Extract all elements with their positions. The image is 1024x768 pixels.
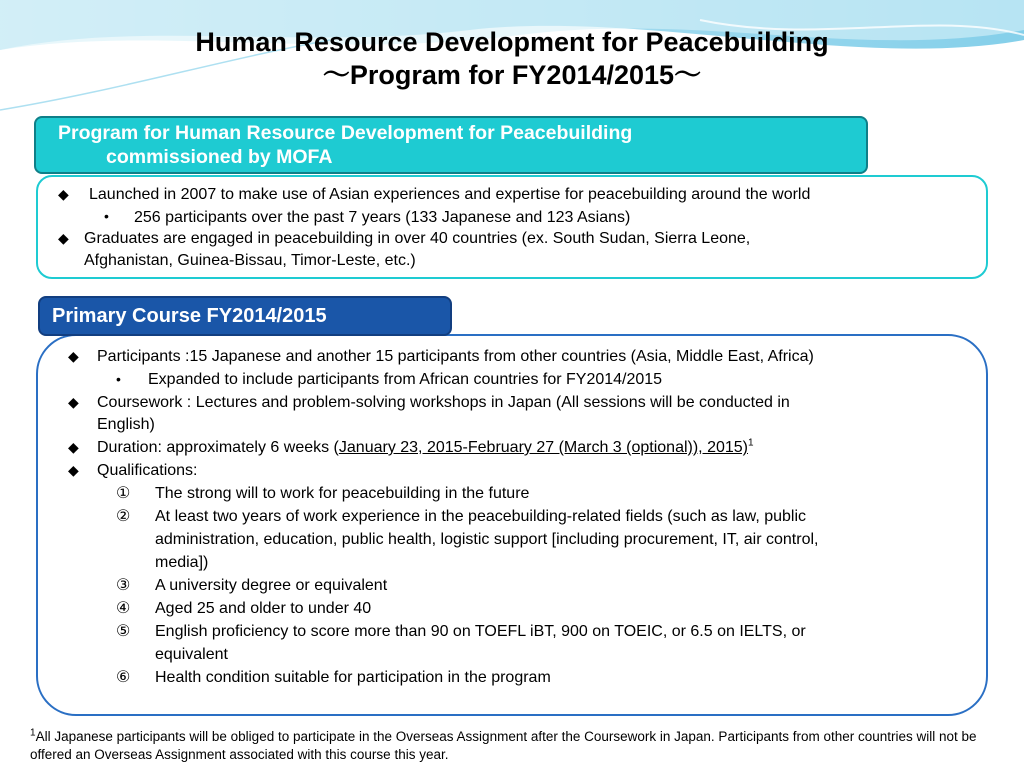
course-participants-sub: Expanded to include participants from African countries for FY2014/2015 (148, 371, 663, 388)
qualification-text: English proficiency to score more than 90 on TOEFL iBT, 900 on TOEIC, or 6.5 on IELTS, or (155, 623, 806, 640)
footnote-marker: 1 (30, 727, 36, 739)
qualification-text: The strong will to work for peacebuilding in the future (155, 485, 530, 502)
course-coursework-line1: Coursework : Lectures and problem-solving workshops in Japan (All sessions will be conducted in (97, 394, 790, 411)
footnote (30, 728, 1005, 764)
duration-prefix: Duration: approximately 6 weeks ( (97, 439, 339, 456)
qualification-text: administration, education, public health, logistic support [including procurement, IT, air control, (155, 531, 819, 548)
dot-bullet-icon: • (104, 208, 109, 224)
overview-item-launched: Launched in 2007 to make use of Asian experiences and expertise for peacebuilding around the world (89, 186, 811, 203)
qualification-text: media]) (155, 554, 209, 571)
course-duration (97, 437, 754, 459)
qualification-number: ⑥ (116, 669, 131, 686)
qualification-number: ③ (116, 577, 131, 594)
program-banner (34, 116, 868, 174)
qualification-number: ② (116, 508, 131, 525)
qualification-text: Health condition suitable for participation in the program (155, 669, 551, 686)
program-banner-line2: commissioned by MOFA (106, 146, 333, 168)
qualification-number: ⑤ (116, 623, 131, 640)
program-banner-line1: Program for Human Resource Development for Peacebuilding (58, 122, 633, 144)
diamond-bullet-icon: ◆ (58, 186, 69, 202)
qualification-text: At least two years of work experience in the peacebuilding-related fields (such as law, public (155, 508, 807, 525)
course-participants: Participants :15 Japanese and another 15 participants from other countries (Asia, Middle East, Africa) (97, 348, 814, 365)
page-title-line2: ～Program for FY2014/2015～ (322, 60, 702, 90)
page-title (0, 26, 1024, 92)
qualification-number: ① (116, 485, 131, 502)
overview-subitem-participants: 256 participants over the past 7 years (133 Japanese and 123 Asians) (134, 209, 631, 226)
diamond-bullet-icon: ◆ (68, 348, 79, 364)
duration-dates: January 23, 2015-February 27 (March 3 (optional)), 2015) (338, 439, 748, 456)
footnote-text: All Japanese participants will be obliged to participate in the Overseas Assignment after the Coursework in Japan. Participants from other countries will not be offered an Overseas Assignment associated with this course this year. (30, 729, 977, 762)
page-title-line1: Human Resource Development for Peacebuilding (195, 27, 829, 57)
primary-course-banner: Primary Course FY2014/2015 (38, 296, 452, 336)
qualification-text: equivalent (155, 646, 228, 663)
diamond-bullet-icon: ◆ (68, 439, 79, 455)
diamond-bullet-icon: ◆ (58, 230, 69, 246)
dot-bullet-icon: • (116, 371, 121, 387)
course-qualifications-label: Qualifications: (97, 462, 198, 479)
course-coursework-line2: English) (97, 416, 155, 433)
duration-footnote-marker: 1 (748, 437, 754, 449)
qualification-number: ④ (116, 600, 131, 617)
qualification-text: A university degree or equivalent (155, 577, 388, 594)
overview-item-graduates-line1: Graduates are engaged in peacebuilding in over 40 countries (ex. South Sudan, Sierra Leone, (84, 230, 751, 247)
qualification-text: Aged 25 and older to under 40 (155, 600, 372, 617)
diamond-bullet-icon: ◆ (68, 462, 79, 478)
overview-item-graduates-line2: Afghanistan, Guinea-Bissau, Timor-Leste, etc.) (84, 252, 416, 269)
diamond-bullet-icon: ◆ (68, 394, 79, 410)
